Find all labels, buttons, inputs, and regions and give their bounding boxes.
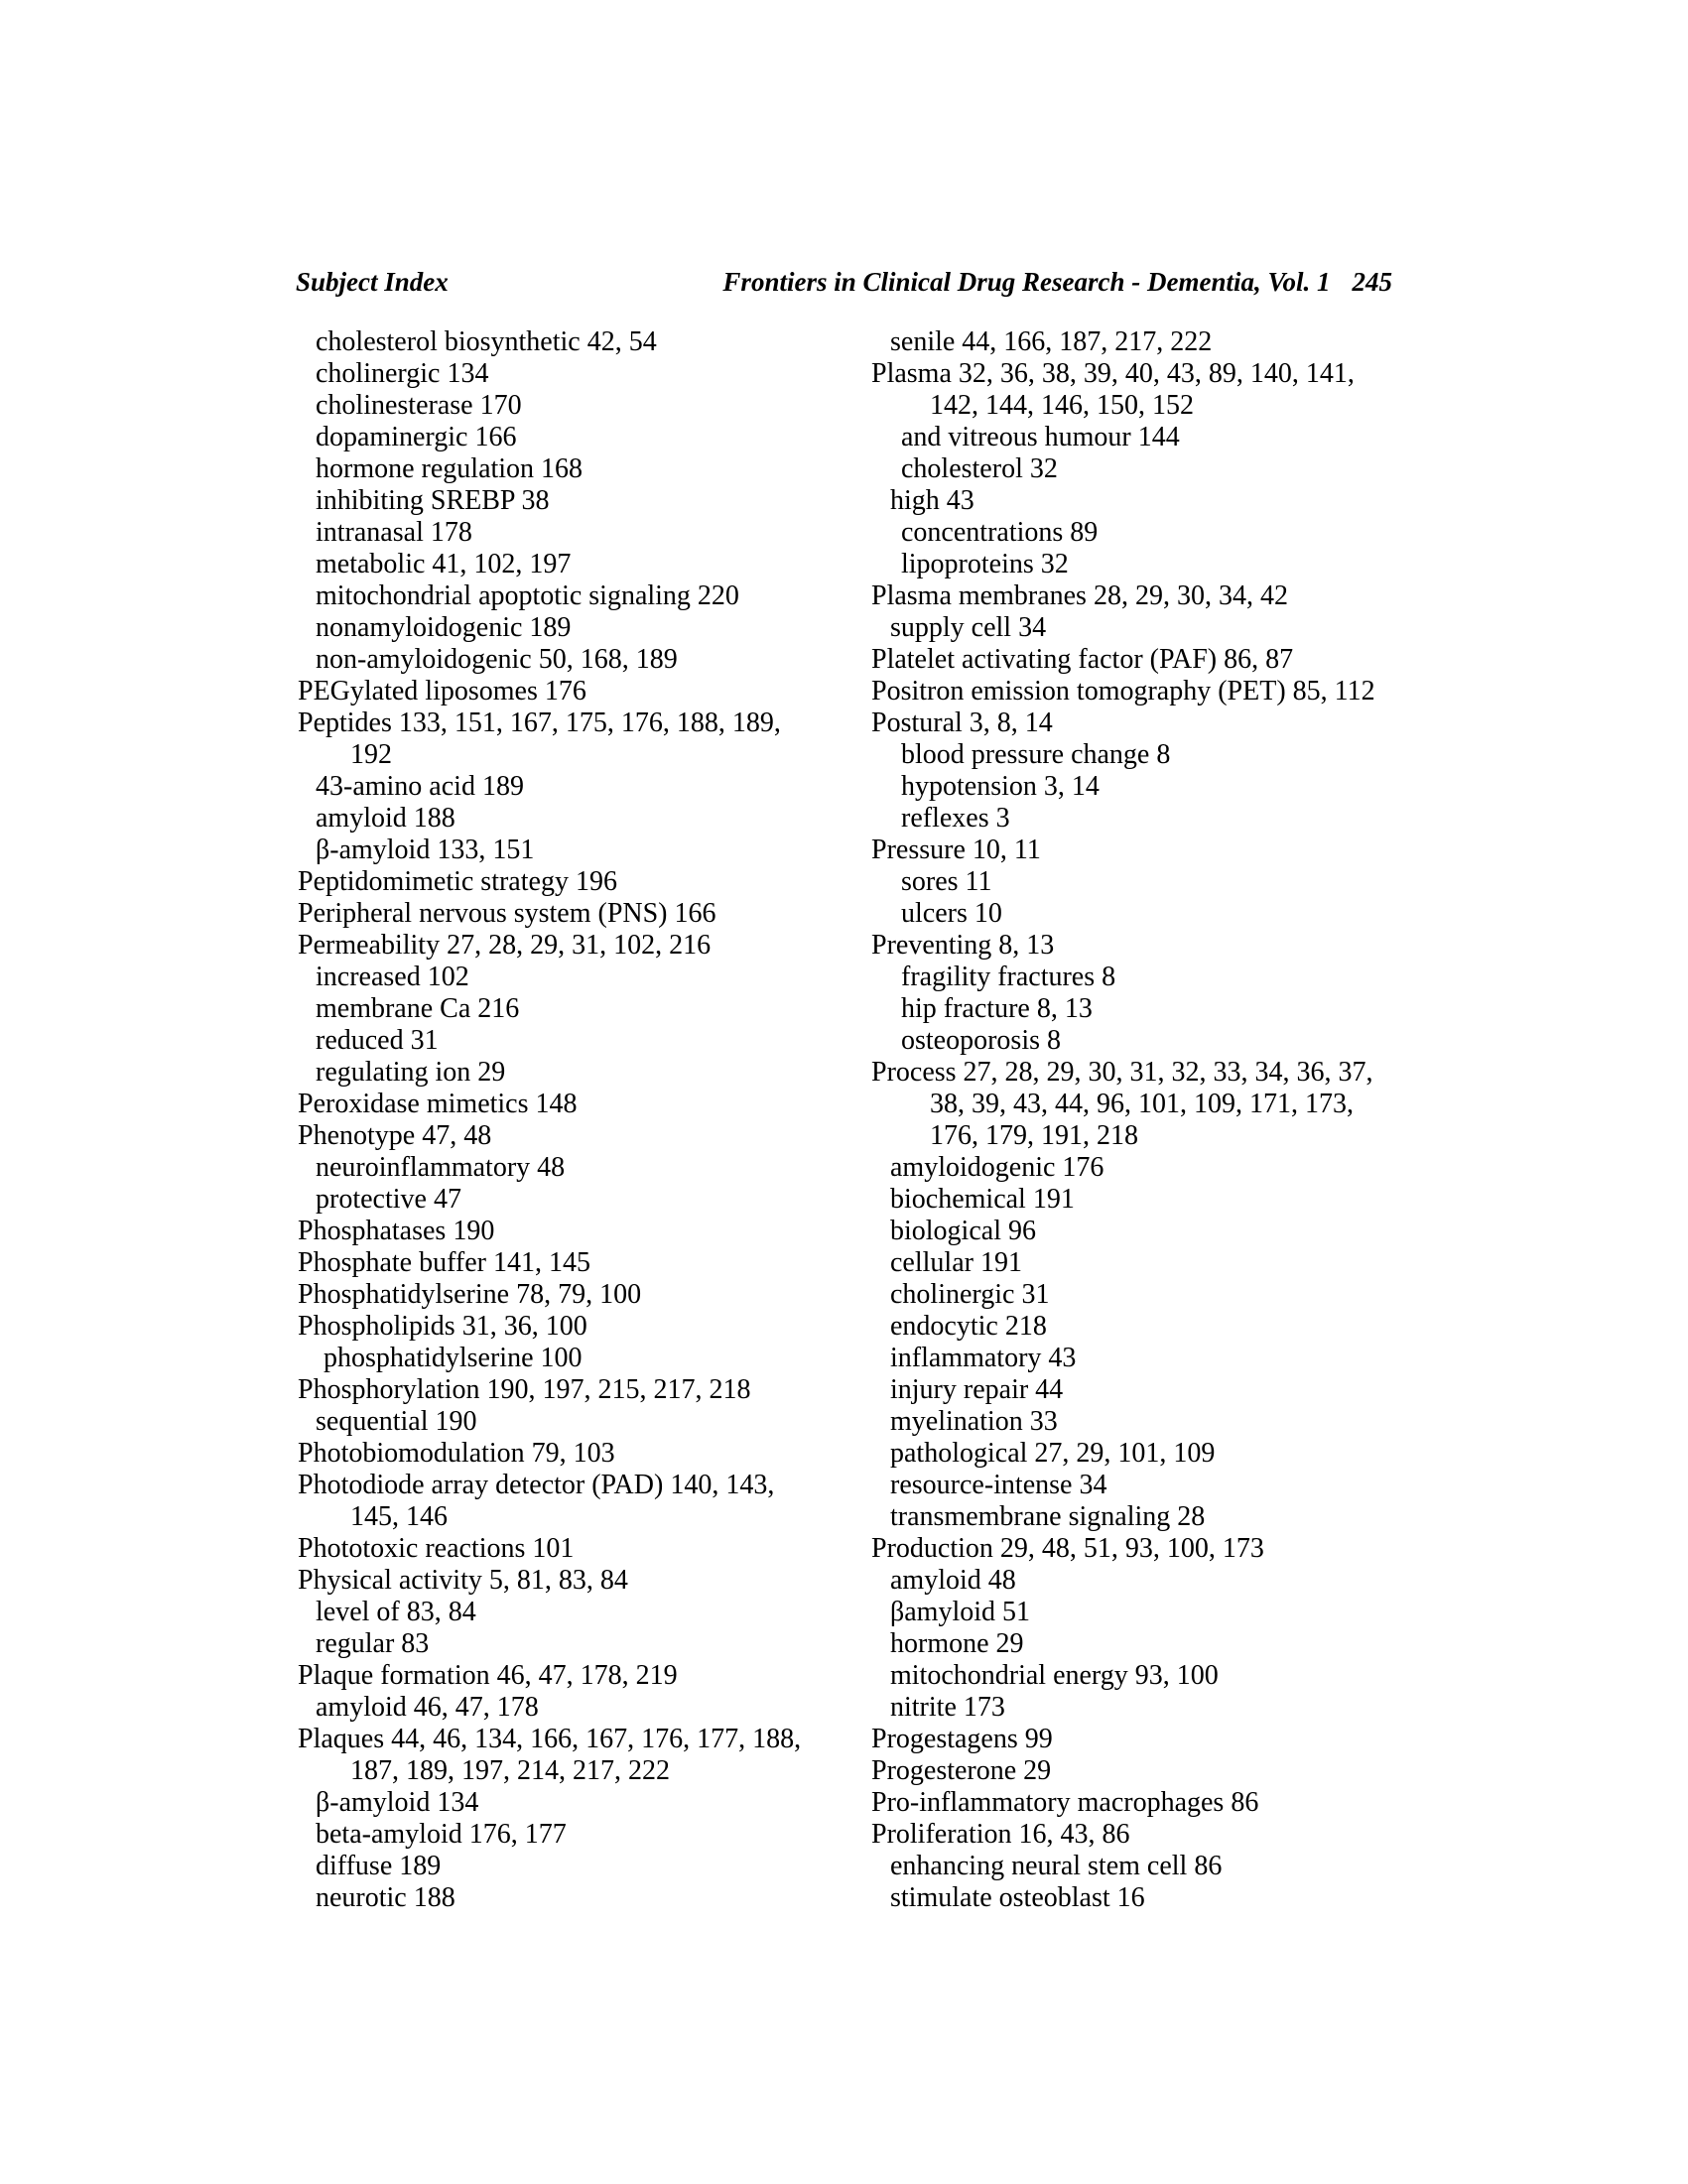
index-line: Phosphatases 190 (298, 1216, 495, 1246)
index-line: myelination 33 (890, 1406, 1058, 1437)
index-line: Phospholipids 31, 36, 100 (298, 1311, 587, 1342)
index-line: hormone 29 (890, 1628, 1024, 1659)
index-line: Progesterone 29 (871, 1755, 1052, 1786)
index-line: high 43 (890, 485, 974, 516)
index-line: metabolic 41, 102, 197 (316, 549, 572, 579)
index-line: protective 47 (316, 1184, 461, 1215)
index-line: lipoproteins 32 (901, 549, 1069, 579)
index-line: inflammatory 43 (890, 1343, 1077, 1373)
index-line: inhibiting SREBP 38 (316, 485, 550, 516)
index-line: Phenotype 47, 48 (298, 1120, 492, 1151)
index-line: cholesterol 32 (901, 453, 1058, 484)
index-line: cholesterol biosynthetic 42, 54 (316, 326, 657, 357)
index-line: Phosphate buffer 141, 145 (298, 1247, 590, 1278)
index-line: stimulate osteoblast 16 (890, 1882, 1145, 1913)
index-line: Proliferation 16, 43, 86 (871, 1819, 1130, 1850)
index-line: Peptidomimetic strategy 196 (298, 866, 617, 897)
index-line: level of 83, 84 (316, 1597, 476, 1627)
index-line: PEGylated liposomes 176 (298, 676, 586, 707)
index-line: osteoporosis 8 (901, 1025, 1061, 1056)
index-line: Plasma membranes 28, 29, 30, 34, 42 (871, 580, 1288, 611)
index-line: amyloid 48 (890, 1565, 1016, 1596)
index-line: pathological 27, 29, 101, 109 (890, 1438, 1216, 1469)
index-line: 38, 39, 43, 44, 96, 101, 109, 171, 173, (930, 1089, 1354, 1119)
index-line: Positron emission tomography (PET) 85, 112 (871, 676, 1375, 707)
index-line: β-amyloid 133, 151 (316, 835, 535, 865)
index-line: mitochondrial energy 93, 100 (890, 1660, 1219, 1691)
index-line: ulcers 10 (901, 898, 1002, 929)
index-line: regular 83 (316, 1628, 430, 1659)
index-line: nitrite 173 (890, 1692, 1005, 1723)
index-line: hip fracture 8, 13 (901, 993, 1093, 1024)
index-line: Process 27, 28, 29, 30, 31, 32, 33, 34, 36, 37, (871, 1057, 1373, 1088)
index-line: Platelet activating factor (PAF) 86, 87 (871, 644, 1294, 675)
index-line: membrane Ca 216 (316, 993, 520, 1024)
index-line: Pressure 10, 11 (871, 835, 1041, 865)
index-line: Phosphorylation 190, 197, 215, 217, 218 (298, 1374, 751, 1405)
index-line: Peripheral nervous system (PNS) 166 (298, 898, 716, 929)
index-line: hypotension 3, 14 (901, 771, 1100, 802)
index-line: Photodiode array detector (PAD) 140, 143, (298, 1470, 775, 1500)
index-line: neuroinflammatory 48 (316, 1152, 566, 1183)
index-line: endocytic 218 (890, 1311, 1047, 1342)
index-line: 187, 189, 197, 214, 217, 222 (350, 1755, 670, 1786)
index-column-left (298, 326, 839, 1914)
index-line: β-amyloid 134 (316, 1787, 479, 1818)
index-line: Pro-inflammatory macrophages 86 (871, 1787, 1259, 1818)
index-line: resource-intense 34 (890, 1470, 1107, 1500)
index-line: Phosphatidylserine 78, 79, 100 (298, 1279, 642, 1310)
index-line: 176, 179, 191, 218 (930, 1120, 1138, 1151)
index-line: intranasal 178 (316, 517, 472, 548)
index-line: increased 102 (316, 962, 469, 992)
index-line: 145, 146 (350, 1501, 448, 1532)
index-line: non-amyloidogenic 50, 168, 189 (316, 644, 678, 675)
index-line: Permeability 27, 28, 29, 31, 102, 216 (298, 930, 712, 961)
running-head-left: Subject Index (296, 267, 449, 297)
index-line: Phototoxic reactions 101 (298, 1533, 575, 1564)
index-line: 192 (350, 739, 392, 770)
index-line: sequential 190 (316, 1406, 477, 1437)
index-line: phosphatidylserine 100 (324, 1343, 583, 1373)
index-line: fragility fractures 8 (901, 962, 1116, 992)
index-line: supply cell 34 (890, 612, 1047, 643)
index-line: neurotic 188 (316, 1882, 455, 1913)
index-line: senile 44, 166, 187, 217, 222 (890, 326, 1213, 357)
index-line: amyloid 188 (316, 803, 455, 834)
index-line: cellular 191 (890, 1247, 1022, 1278)
index-column-right (871, 326, 1412, 1914)
index-line: mitochondrial apoptotic signaling 220 (316, 580, 739, 611)
index-line: amyloid 46, 47, 178 (316, 1692, 539, 1723)
index-line: cholinesterase 170 (316, 390, 522, 421)
index-line: Photobiomodulation 79, 103 (298, 1438, 615, 1469)
running-head-book-title: Frontiers in Clinical Drug Research - Dementia, Vol. 1 (722, 267, 1331, 297)
index-line: concentrations 89 (901, 517, 1099, 548)
index-line: transmembrane signaling 28 (890, 1501, 1206, 1532)
index-line: Physical activity 5, 81, 83, 84 (298, 1565, 628, 1596)
index-line: 142, 144, 146, 150, 152 (930, 390, 1194, 421)
index-line: and vitreous humour 144 (901, 422, 1180, 452)
index-line: Peptides 133, 151, 167, 175, 176, 188, 189, (298, 707, 781, 738)
index-line: Plaques 44, 46, 134, 166, 167, 176, 177, 188, (298, 1724, 802, 1754)
index-line: injury repair 44 (890, 1374, 1064, 1405)
index-line: dopaminergic 166 (316, 422, 517, 452)
index-line: enhancing neural stem cell 86 (890, 1851, 1223, 1881)
index-line: reduced 31 (316, 1025, 439, 1056)
index-line: Peroxidase mimetics 148 (298, 1089, 578, 1119)
index-line: blood pressure change 8 (901, 739, 1171, 770)
index-line: Postural 3, 8, 14 (871, 707, 1053, 738)
running-head-right (722, 267, 1392, 297)
index-line: βamyloid 51 (890, 1597, 1031, 1627)
index-line: Production 29, 48, 51, 93, 100, 173 (871, 1533, 1264, 1564)
index-line: amyloidogenic 176 (890, 1152, 1104, 1183)
page-number: 245 (1352, 267, 1392, 297)
index-line: hormone regulation 168 (316, 453, 584, 484)
index-line: cholinergic 134 (316, 358, 489, 389)
index-line: nonamyloidogenic 189 (316, 612, 572, 643)
index-line: 43-amino acid 189 (316, 771, 524, 802)
index-line: Preventing 8, 13 (871, 930, 1055, 961)
index-line: regulating ion 29 (316, 1057, 506, 1088)
index-line: cholinergic 31 (890, 1279, 1050, 1310)
index-line: sores 11 (901, 866, 992, 897)
index-line: beta-amyloid 176, 177 (316, 1819, 567, 1850)
index-line: Plaque formation 46, 47, 178, 219 (298, 1660, 678, 1691)
index-line: biochemical 191 (890, 1184, 1075, 1215)
index-line: Progestagens 99 (871, 1724, 1053, 1754)
index-line: diffuse 189 (316, 1851, 442, 1881)
index-line: biological 96 (890, 1216, 1036, 1246)
index-line: reflexes 3 (901, 803, 1010, 834)
index-line: Plasma 32, 36, 38, 39, 40, 43, 89, 140, 141, (871, 358, 1355, 389)
